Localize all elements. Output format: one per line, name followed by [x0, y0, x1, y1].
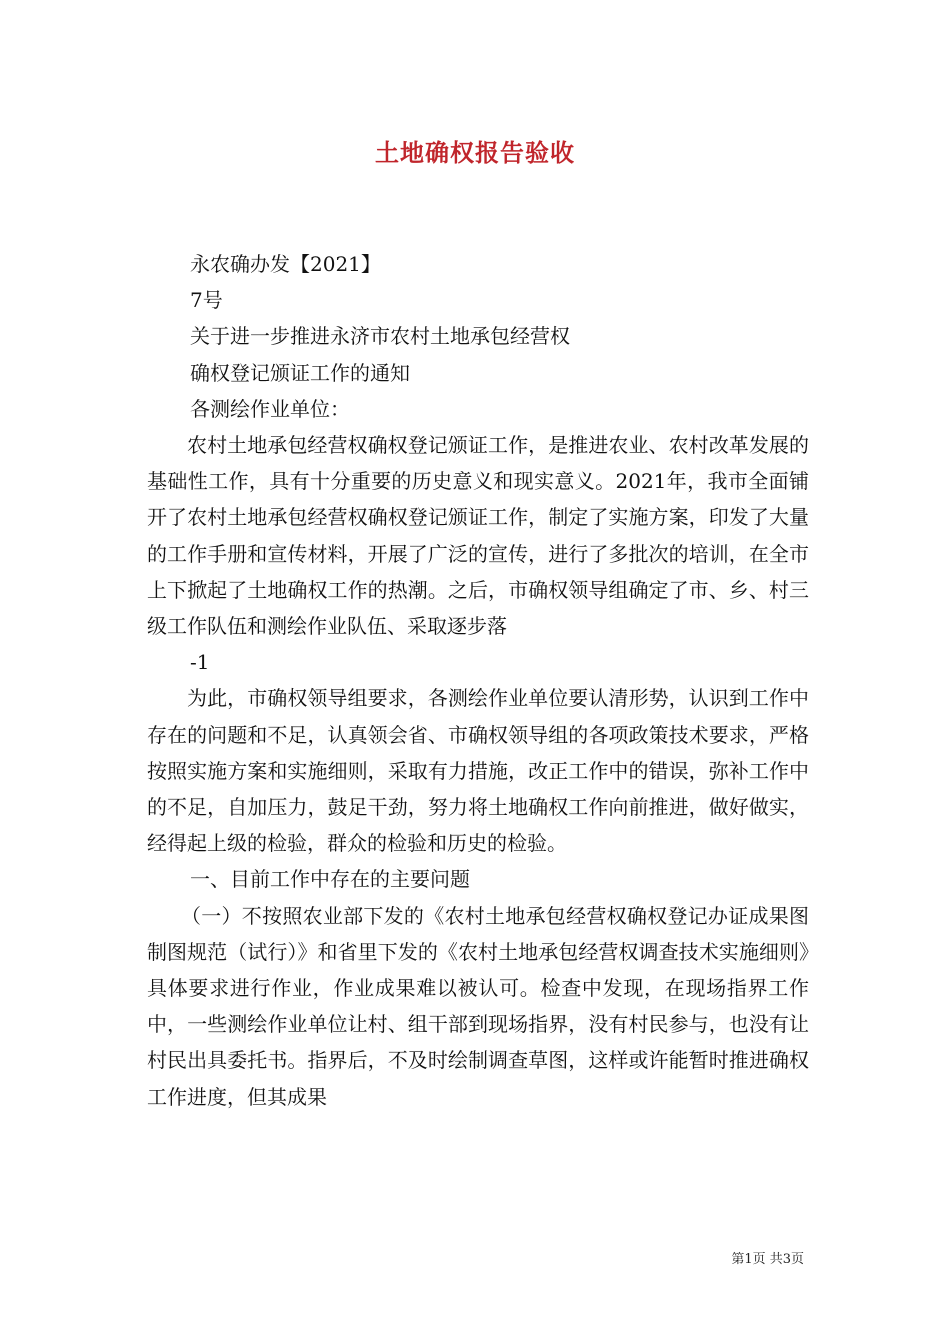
notice-title-line-2: 确权登记颁证工作的通知 — [190, 360, 410, 385]
paragraph-1: 农村土地承包经营权确权登记颁证工作，是推进农业、农村改革发展的基础性工作，具有十分重要的历史意义和现实意义。2021年，我市全面铺开了农村土地承包经营权确权登记颁证工作，制定了实施方案，印发了大量的工作手册和宣传材料，开展了广泛的宣传，进行了多批次的培训，在全市上下掀起了土地确权工作的热潮。之后，市确权领导组确定了市、乡、村三级工作队伍和测绘作业队伍、采取逐步落 — [147, 433, 809, 639]
document-number-line: 永农确办发【2021】 — [190, 252, 381, 276]
paragraph-2: 为此，市确权领导组要求，各测绘作业单位要认清形势，认识到工作中存在的问题和不足，认真领会省、市确权领导组的各项政策技术要求，严格按照实施方案和实施细则，采取有力措施，改正工作中的错误，弥补工作中的不足，自加压力，鼓足干劲，努力将土地确权工作向前推进，做好做实，经得起上级的检验，群众的检验和历史的检验。 — [147, 686, 809, 856]
document-number-suffix: 7号 — [190, 288, 223, 313]
document-title: 土地确权报告验收 — [375, 138, 575, 167]
salutation: 各测绘作业单位： — [190, 396, 350, 421]
document-body — [147, 246, 809, 1115]
notice-title-line-1: 关于进一步推进永济市农村土地承包经营权 — [190, 324, 570, 349]
section-heading-1: 一、目前工作中存在的主要问题 — [190, 867, 470, 892]
paragraph-3: （一）不按照农业部下发的《农村土地承包经营权确权登记办证成果图制图规范（试行）》和省里下发的《农村土地承包经营权调查技术实施细则》具体要求进行作业，作业成果难以被认可。检查中发现，在现场指界工作中，一些测绘作业单位让村、组干部到现场指界，没有村民参与，也没有让村民出具委托书。指界后，不及时绘制调查草图，这样或许能暂时推进确权工作进度，但其成果 — [147, 903, 809, 1109]
page-footer: 第1页 共3页 — [731, 1252, 804, 1267]
page-break-marker: -1 — [190, 650, 210, 675]
